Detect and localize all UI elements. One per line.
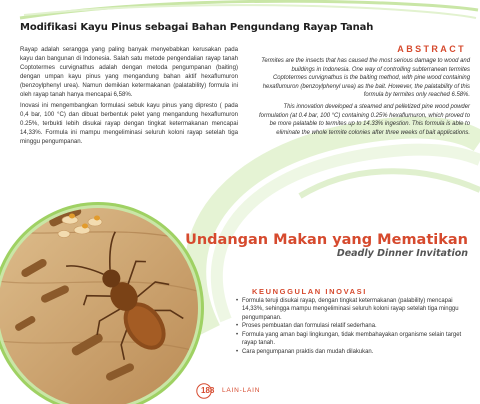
article-title: Modifikasi Kayu Pinus sebagai Bahan Pengundang Rayap Tanah (20, 22, 374, 33)
abstract-paragraph: Termites are the insects that has caused the most serious damage to wood and buildings in Indonesia. One way of controlling subterranean termites Coptotermes curvignathus is the baiting method, with pine wood containing hexaflumuron (benzoylphenyl urea) as the bait. However, the palatability of this formula by termites only reached 6.58%. (261, 58, 470, 99)
list-item: • Formula teruji disukai rayap, dengan tingkat ketermakanan (palability) mencapai 14,33%, sehingga mampu mengeliminasi seluruh koloni rayap setelah tiga minggu pengumpanan. (236, 297, 472, 322)
intro-paragraph: Inovasi ini mengembangkan formulasi sebuk kayu pinus yang dipresto ( pada 0,4 bar, 100 °C) dan dibuat berbentuk pelet yang mengandung hexaflumuron 0.25%, terbukti lebih disukai rayap dengan tingkat ketermakanan mencapai 14,33%. Formula ini mampu mengeliminasi seluruh koloni rayap setelah tiga minggu pengumpanan. (20, 102, 238, 146)
intro-paragraph: Rayap adalah serangga yang paling banyak menyebabkan kerusakan pada kayu dan bangunan di Indonesia. Salah satu metode pengendalian rayap tanah Coptotermes curvignathus adalah dengan metoda pengumpanan (baiting) dengan umpan kayu pinus yang mengandung bahan aktif hexaflumuron (benzoylphenyl urea). Namun demikian ketermakanan (palatability) formula ini oleh rayap tanah hanya mencapai 6,58%. (20, 46, 238, 99)
abstract-text (256, 57, 470, 140)
termite-photo (0, 190, 210, 404)
intro-text (20, 45, 238, 149)
advantages-list (236, 297, 472, 357)
advantages-heading: KEUNGGULAN INOVASI (252, 287, 367, 296)
feature-title: Undangan Makan yang Mematikan (185, 232, 468, 248)
list-item: • Formula yang aman bagi lingkungan, tidak membahayakan organisme selain target rayap tanah. (236, 331, 472, 348)
feature-subtitle: Deadly Dinner Invitation (336, 248, 468, 259)
abstract-paragraph: This innovation developed a steamed and pelletized pine wood powder formulation (at 0.4 bar, 100 °C) containing 0.25% hexaflumuron, which proved to be more palatable to termites up to 14.33% ingestion. This formula is able to eliminate the whole termite colonies after three weeks of bait applications. (259, 103, 470, 136)
section-label: LAIN-LAIN (222, 387, 261, 394)
abstract-heading: ABSTRACT (397, 44, 466, 54)
page-number: 188 (201, 386, 215, 395)
list-item: • Cara pengumpanan praktis dan mudah dilakukan. (236, 348, 472, 356)
list-item: • Proses pembuatan dan formulasi relatif sederhana. (236, 322, 472, 330)
